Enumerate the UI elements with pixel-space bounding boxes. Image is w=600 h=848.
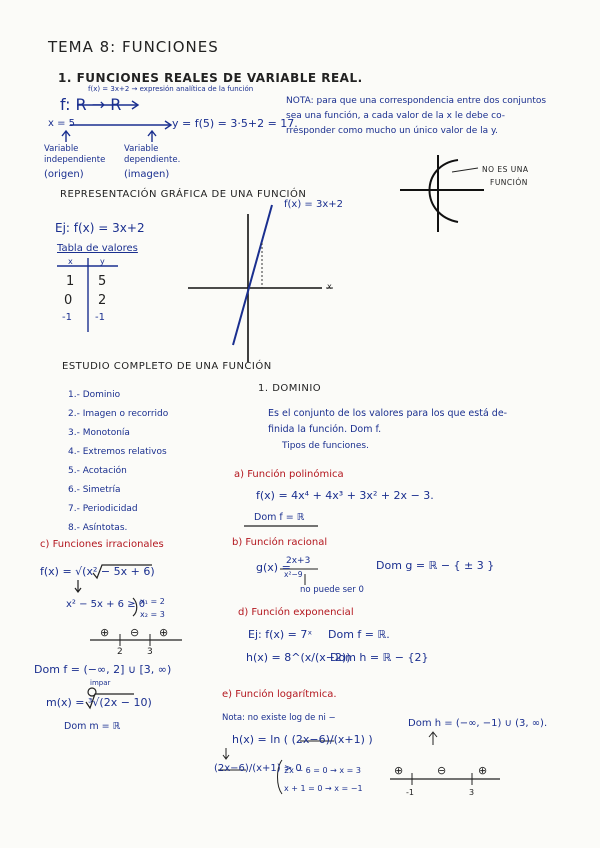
d-dom2: Dom h = ℝ − {2} [330,651,429,664]
page-title: TEMA 8: FUNCIONES [48,38,219,56]
b-dom: Dom g = ℝ − { ± 3 } [376,559,495,572]
section1-heading: 1. FUNCIONES REALES DE VARIABLE REAL. [58,71,363,85]
table-cell: -1 [62,312,72,323]
list-item: 6.- Simetría [68,485,121,495]
e-tick: -1 [406,788,414,797]
table-cell: -1 [95,312,105,323]
c-ineq: x² − 5x + 6 ≥ 0 [66,599,146,610]
e-sign: ⊖ [437,764,447,777]
d-dom1: Dom f = ℝ. [328,628,390,641]
b-title: b) Función racional [232,537,328,548]
section2-heading: REPRESENTACIÓN GRÁFICA DE UNA FUNCIÓN [60,189,307,200]
c-tick: 2 [117,647,123,657]
example: Ej: f(x) = 3x+2 [55,221,145,235]
b-lhs: g(x) = [256,561,291,574]
table-cell: 0 [64,293,73,308]
e-ineq: (2x−6)/(x+1) > 0 [214,763,302,774]
c-roots: x₁ = 2 x₂ = 3 [140,597,165,619]
c-odd-note: impar [90,679,111,687]
c-dom: Dom f = (−∞, 2] ∪ [3, ∞) [34,663,172,676]
graph-line [233,205,272,345]
d-example2: h(x) = 8^(x/(x−2)) [246,651,351,664]
c-title: c) Funciones irracionales [40,539,164,550]
e-conditions: 2x − 6 = 0 → x = 3 x + 1 = 0 → x = −1 [284,766,363,793]
e-sign: ⊕ [394,764,404,777]
tipos-label: Tipos de funciones. [282,441,369,451]
list-item: 8.- Asíntotas. [68,523,128,533]
c-expr: f(x) = √(x² − 5x + 6) [40,565,155,578]
expr-note: f(x) = 3x+2 → expresión analítica de la función [88,85,254,93]
a-dom: Dom f = ℝ [254,512,305,523]
a-expr: f(x) = 4x⁴ + 4x³ + 3x² + 2x − 3. [256,489,434,502]
c-sign: ⊕ [159,626,169,639]
nota-function: NOTA: para que una correspondencia entre dos conjuntos sea una función, a cada valor de la x le debe co- rresponder como mucho un único valor de la y. [286,96,547,136]
eval-x: x = 5 [48,118,76,129]
e-tick: 3 [469,788,475,797]
b-denominator: x²−9 [284,570,303,579]
e-note: Nota: no existe log de ni − [222,713,336,723]
eval-result: y = f(5) = 3·5+2 = 17. [172,117,298,130]
b-numerator: 2x+3 [286,556,311,566]
list-item: 7.- Periodicidad [68,504,138,514]
dominio-def: Es el conjunto de los valores para los que está de- finida la función. Dom f. [268,408,508,435]
linear-function-graph [188,205,333,362]
not-function-drawing [400,155,484,232]
list-item: 3.- Monotonía [68,428,130,438]
c-m-dom: Dom m = ℝ [64,721,121,732]
section3-heading: ESTUDIO COMPLETO DE UNA FUNCIÓN [62,361,272,372]
axis-x-label: x [327,282,332,291]
mapping: f: R → R [60,95,122,114]
c-sign: ⊖ [130,626,140,639]
dep-label: Variable dependiente. (imagen) [124,144,181,180]
b-note: no puede ser 0 [300,585,364,595]
dominio-title: 1. DOMINIO [258,383,322,394]
table-cell: 1 [66,274,75,289]
list-item: 2.- Imagen o recorrido [68,409,169,419]
indep-label: Variable independiente (origen) [44,144,106,180]
e-dom: Dom h = (−∞, −1) ∪ (3, ∞). [408,718,548,729]
list-item: 4.- Extremos relativos [68,447,167,457]
d-example1: Ej: f(x) = 7ˣ [248,628,313,641]
table-cell: 2 [98,293,107,308]
table-header-y: y [100,257,105,266]
e-title: e) Función logarítmica. [222,689,337,700]
list-item: 5.- Acotación [68,466,127,476]
c-m-expr: m(x) = ³√(2x − 10) [46,696,152,709]
table-header-x: x [68,257,73,266]
not-function-label: NO ES UNA FUNCIÓN [482,165,529,187]
list-item: 1.- Dominio [68,390,121,400]
table-title: Tabla de valores [57,243,138,254]
c-tick: 3 [147,647,153,657]
graph-label: f(x) = 3x+2 [284,199,343,210]
d-title: d) Función exponencial [238,607,354,618]
e-sign: ⊕ [478,764,488,777]
study-list [68,386,168,538]
c-sign: ⊕ [100,626,110,639]
table-cell: 5 [98,274,107,289]
a-title: a) Función polinómica [234,469,344,480]
e-h-expr: h(x) = ln ( (2x−6)/(x+1) ) [232,733,373,746]
